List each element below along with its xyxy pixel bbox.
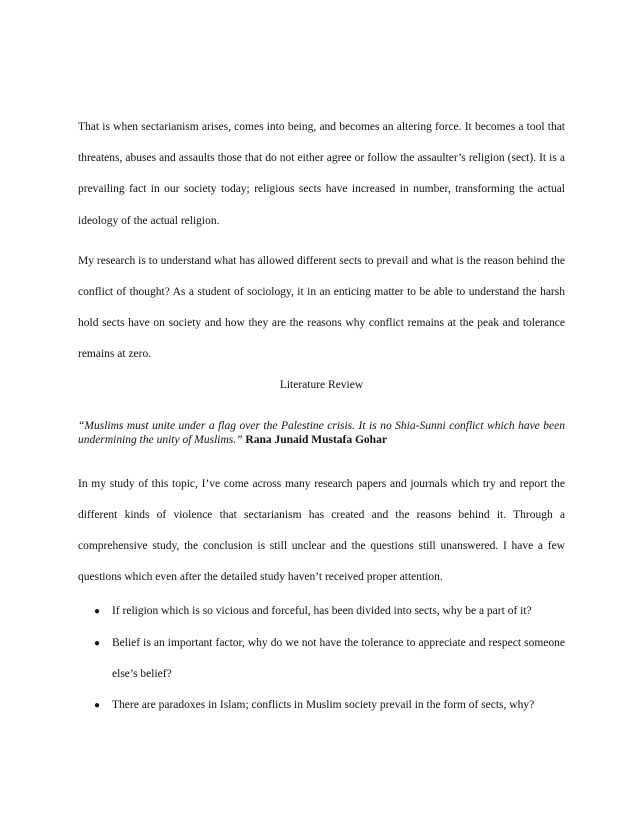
quote-block — [78, 419, 565, 469]
section-heading: Literature Review — [279, 378, 364, 391]
list-item — [78, 596, 565, 627]
question-list — [78, 596, 565, 721]
review-paragraph: In my study of this topic, I’ve come across many research papers and journals which try and report the different kinds of violence that sectarianism has created and the reasons behind it. Through a comprehensive study, the conclusion is still unclear and the questions still unanswered. I have a few questions which even after the detailed study haven’t received proper attention. — [78, 477, 565, 584]
list-item — [78, 690, 565, 721]
bullet-icon: ● — [94, 606, 101, 618]
document-page — [78, 112, 565, 721]
list-item-text: If religion which is so vicious and forceful, has been divided into sects, why be a part of it? — [112, 605, 532, 618]
list-item-text: There are paradoxes in Islam; conflicts in Muslim society prevail in the form of sects, why? — [112, 699, 535, 712]
bullet-icon: ● — [94, 700, 101, 712]
bullet-icon: ● — [94, 637, 101, 649]
quote-author: Rana Junaid Mustafa Gohar — [245, 434, 387, 447]
intro-paragraph-1: That is when sectarianism arises, comes into being, and becomes an altering force. It becomes a tool that threatens, abuses and assaults those that do not either agree or follow the assaulter’s religion (sect). It is a prevailing fact in our society today; religious sects have increased in number, transforming the actual ideology of the actual religion. — [78, 121, 565, 227]
intro-paragraph-2: My research is to understand what has allowed different sects to prevail and what is the reason behind the conflict of thought? As a student of sociology, it in an enticing matter to be able to understand the harsh hold sects have on society and how they are the reasons why conflict remains at the peak and tolerance remains at zero. — [78, 254, 565, 361]
list-item — [78, 628, 565, 690]
quote-text: “Muslims must unite under a flag over the Palestine crisis. It is no Shia-Sunni conflict which have been undermining the unity of Muslims.” — [78, 419, 565, 447]
list-item-text: Belief is an important factor, why do we not have the tolerance to appreciate and respect someone else’s belief? — [112, 636, 565, 680]
